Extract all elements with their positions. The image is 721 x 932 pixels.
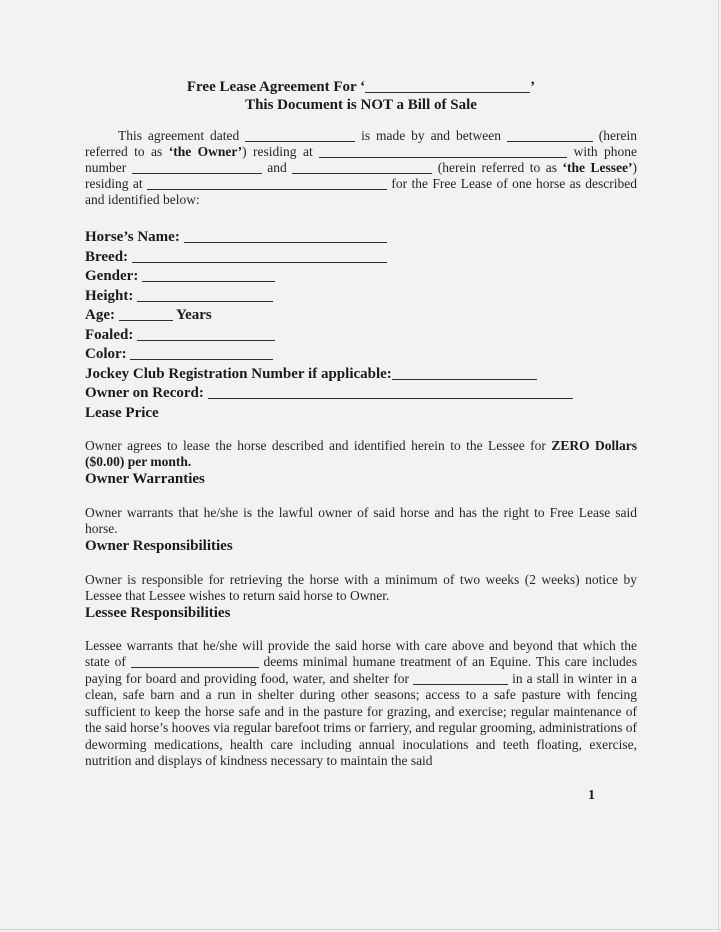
text-run: ‘the Lessee’ bbox=[562, 160, 633, 175]
text-run: Lessee warrants that he/she will provide the said horse with care above and beyond that which the state of bbox=[85, 637, 637, 669]
blank-line bbox=[208, 396, 573, 399]
section-heading-owner-responsibilities: Owner Responsibilities bbox=[85, 537, 233, 554]
field-height bbox=[85, 287, 637, 307]
text-run: for the Free Lease of one horse as described and identified below: bbox=[85, 176, 637, 207]
blank-line bbox=[413, 682, 508, 685]
section-paragraph-owner-responsibilities bbox=[85, 572, 637, 604]
text-run: Foaled: bbox=[85, 326, 138, 343]
section-heading-owner-warranties: Owner Warranties bbox=[85, 470, 205, 487]
intro-paragraph bbox=[85, 128, 637, 208]
text-run: Color: bbox=[85, 346, 131, 362]
blank-line bbox=[319, 155, 567, 158]
blank-line bbox=[130, 357, 273, 360]
field-age bbox=[85, 306, 637, 326]
blank-line bbox=[137, 299, 273, 302]
section-lease-price bbox=[85, 404, 637, 470]
field-foaled bbox=[85, 326, 637, 346]
document-title bbox=[85, 78, 637, 96]
blank-line bbox=[132, 171, 262, 174]
scan-edge-bottom bbox=[0, 929, 721, 930]
blank-line bbox=[119, 318, 173, 321]
text-run: ‘the Owner’ bbox=[168, 144, 243, 159]
scan-edge-right bbox=[718, 0, 719, 932]
text-run: Breed: bbox=[85, 248, 132, 265]
text-run: Owner on Record: bbox=[85, 385, 208, 401]
horse-details-block bbox=[85, 228, 637, 404]
blank-line bbox=[365, 90, 530, 93]
text-run: Horse’s Name: bbox=[85, 229, 184, 245]
document-subtitle: This Document is NOT a Bill of Sale bbox=[245, 97, 477, 113]
field-color bbox=[85, 345, 637, 365]
section-owner-responsibilities bbox=[85, 537, 637, 604]
field-gender bbox=[85, 267, 637, 287]
text-run: Age: bbox=[85, 307, 119, 323]
text-run: Owner agrees to lease the horse described and identified herein to the Lessee for bbox=[85, 437, 552, 453]
blank-line bbox=[292, 171, 432, 174]
page-number: 1 bbox=[588, 787, 595, 803]
text-run: Height: bbox=[85, 287, 138, 304]
section-lessee-responsibilities bbox=[85, 604, 637, 770]
section-paragraph-owner-warranties bbox=[85, 505, 637, 537]
section-paragraph-lessee-responsibilities bbox=[85, 638, 637, 770]
text-run: ) residing at bbox=[85, 160, 637, 191]
section-owner-warranties bbox=[85, 470, 637, 537]
field-jockey-club-registration bbox=[85, 365, 637, 385]
text-run: Jockey Club Registration Number if applicable: bbox=[85, 365, 392, 382]
blank-line bbox=[392, 377, 537, 380]
text-run: and bbox=[261, 160, 293, 175]
text-run: This agreement dated bbox=[118, 128, 246, 143]
section-paragraph-lease-price bbox=[85, 438, 637, 470]
text-run: ’ bbox=[530, 79, 536, 95]
blank-line bbox=[507, 139, 593, 142]
text-run: with phone number bbox=[85, 144, 637, 175]
field-horse-name bbox=[85, 228, 637, 248]
text-run: Free Lease Agreement For ‘ bbox=[186, 79, 366, 95]
blank-line bbox=[132, 260, 387, 263]
text-run: (herein referred to as bbox=[85, 128, 637, 159]
section-heading-lease-price: Lease Price bbox=[85, 404, 159, 421]
blank-line bbox=[137, 338, 275, 341]
blank-line bbox=[147, 187, 387, 190]
text-run: ) residing at bbox=[242, 144, 320, 159]
blank-line bbox=[245, 139, 355, 142]
text-run: Owner is responsible for retrieving the horse with a minimum of two weeks (2 weeks) notice by Lessee that Lessee wishes to return said horse to Owner. bbox=[85, 571, 637, 603]
section-heading-lessee-responsibilities: Lessee Responsibilities bbox=[85, 604, 231, 621]
text-run: Owner warrants that he/she is the lawful owner of said horse and has the right to Free Lease said horse. bbox=[85, 504, 637, 536]
field-owner-on-record bbox=[85, 384, 637, 404]
text-run: ZERO Dollars ($0.00) per month. bbox=[85, 437, 637, 469]
blank-line bbox=[131, 665, 259, 668]
text-run: Gender: bbox=[85, 268, 143, 284]
text-run: in a stall in winter in a clean, safe barn and a run in shelter during other seasons; access to a safe pasture with fencing sufficient to keep the horse safe and in the pasture for grazing, and exercise; regular maintenance of the said horse’s hooves via regular barefoot trims or farriery, and regular grooming, administrations of deworming medications, health care including annual inoculations and teeth floating, exercise, nutrition and displays of kindness necessary to maintain the said bbox=[85, 670, 637, 768]
text-run: is made by and between bbox=[355, 128, 507, 143]
field-breed bbox=[85, 248, 637, 268]
blank-line bbox=[184, 240, 387, 243]
blank-line bbox=[142, 279, 275, 282]
text-run: deems minimal humane treatment of an Equine. This care includes paying for board and providing food, water, and shelter for bbox=[85, 654, 637, 686]
text-run: (herein referred to as bbox=[432, 160, 563, 175]
text-run: Years bbox=[172, 307, 212, 323]
